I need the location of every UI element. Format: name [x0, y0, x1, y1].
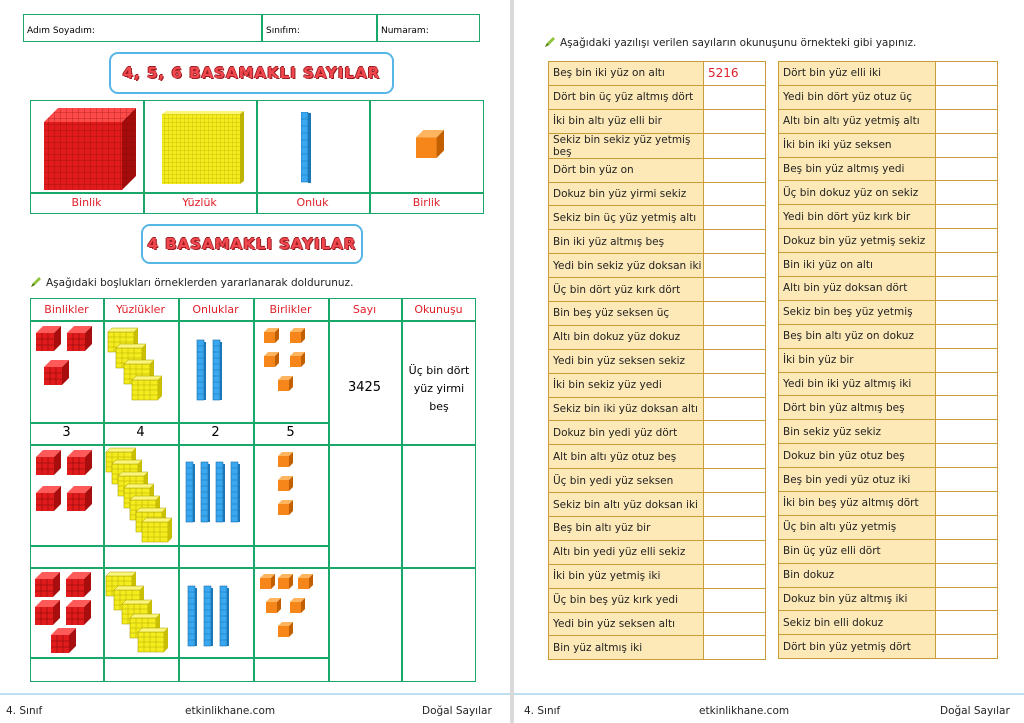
- number-row: [779, 85, 998, 109]
- number-words: Dört bin yüz yetmiş dört: [779, 635, 936, 659]
- number-row: [549, 493, 766, 517]
- number-words: İki bin sekiz yüz yedi: [549, 373, 704, 397]
- answer-box[interactable]: [704, 517, 766, 541]
- number-row: [549, 182, 766, 206]
- number-row: [779, 348, 998, 372]
- answer-box[interactable]: [936, 324, 998, 348]
- number-words: Beş bin iki yüz on altı: [549, 62, 704, 86]
- answer-box[interactable]: [936, 205, 998, 229]
- number-row: [779, 229, 998, 253]
- number-words: Beş bin yüz altmış yedi: [779, 157, 936, 181]
- number-words: Dört bin yüz elli iki: [779, 62, 936, 86]
- answer-box[interactable]: [936, 635, 998, 659]
- number-words: Altı bin yüz doksan dört: [779, 277, 936, 301]
- answer-box[interactable]: 5216: [704, 62, 766, 86]
- class-field[interactable]: Sınıfım:: [266, 26, 300, 36]
- answer-box[interactable]: [704, 445, 766, 469]
- number-words: Bin iki yüz altmış beş: [549, 230, 704, 254]
- number-words: Sekiz bin iki yüz doksan altı: [549, 397, 704, 421]
- answer-box[interactable]: [704, 133, 766, 158]
- answer-box[interactable]: [936, 85, 998, 109]
- number-row: [779, 420, 998, 444]
- right-page: [514, 0, 1024, 723]
- number-words: Yedi bin dört yüz kırk bir: [779, 205, 936, 229]
- number-row: [779, 300, 998, 324]
- answer-box[interactable]: [936, 372, 998, 396]
- number-row: [549, 397, 766, 421]
- number-words: Altı bin altı yüz yetmiş altı: [779, 109, 936, 133]
- answer-box[interactable]: [936, 253, 998, 277]
- number-row: [549, 349, 766, 373]
- number-row: [549, 325, 766, 349]
- number-row: [779, 492, 998, 516]
- numbers-table-right: [778, 61, 998, 659]
- footer-topic: Doğal Sayılar: [940, 705, 1010, 717]
- number-words: Bin üç yüz elli dört: [779, 539, 936, 563]
- count-tens: 2: [211, 425, 220, 440]
- col-okunusu: Okunuşu: [414, 303, 463, 316]
- numbers-table-left: [548, 61, 766, 660]
- answer-box[interactable]: [704, 182, 766, 206]
- number-words: Yedi bin iki yüz altmış iki: [779, 372, 936, 396]
- number-words: Sekiz bin üç yüz yetmiş altı: [549, 206, 704, 230]
- answer-box[interactable]: [704, 254, 766, 278]
- number-row: [549, 469, 766, 493]
- row3-hundreds-blocks: [104, 570, 176, 656]
- col-binlikler: Binlikler: [44, 303, 89, 316]
- left-page: [0, 0, 510, 723]
- number-words: Altı bin yedi yüz elli sekiz: [549, 540, 704, 564]
- number-words: Yedi bin yüz seksen sekiz: [549, 349, 704, 373]
- answer-box[interactable]: [936, 229, 998, 253]
- answer-box[interactable]: [936, 611, 998, 635]
- answer-box[interactable]: [704, 588, 766, 612]
- answer-box[interactable]: [936, 109, 998, 133]
- number-row: [549, 588, 766, 612]
- answer-box[interactable]: [704, 85, 766, 109]
- number-words: İki bin beş yüz altmış dört: [779, 492, 936, 516]
- answer-box[interactable]: [936, 468, 998, 492]
- left-instruction-text: Aşağıdaki boşlukları örneklerden yararlanarak doldurunuz.: [46, 277, 354, 289]
- answer-box[interactable]: [936, 539, 998, 563]
- pencil-icon: [30, 276, 42, 288]
- left-footer: [0, 693, 510, 723]
- answer-box[interactable]: [936, 492, 998, 516]
- number-row: [779, 611, 998, 635]
- number-words: Dört bin yüz altmış beş: [779, 396, 936, 420]
- number-row: [779, 277, 998, 301]
- number-words: Dokuz bin yüz yirmi sekiz: [549, 182, 704, 206]
- number-words: Dört bin yüz on: [549, 158, 704, 182]
- number-row: [549, 302, 766, 326]
- answer-box[interactable]: [704, 612, 766, 636]
- number-words: Alt bin altı yüz otuz beş: [549, 445, 704, 469]
- answer-box[interactable]: [704, 349, 766, 373]
- number-row: [779, 539, 998, 563]
- answer-box[interactable]: [936, 515, 998, 539]
- number-row: [779, 157, 998, 181]
- col-yuzlukler: Yüzlükler: [116, 303, 165, 316]
- number-words: Dokuz bin yüz otuz beş: [779, 444, 936, 468]
- answer-box[interactable]: [936, 587, 998, 611]
- number-words: Bin dokuz: [779, 563, 936, 587]
- number-row: [779, 62, 998, 86]
- answer-box[interactable]: [936, 133, 998, 157]
- number-row: [549, 612, 766, 636]
- number-words: Bin iki yüz on altı: [779, 253, 936, 277]
- number-row: [549, 109, 766, 133]
- number-words: Üç bin dört yüz kırk dört: [549, 278, 704, 302]
- answer-box[interactable]: [936, 563, 998, 587]
- number-field[interactable]: Numaram:: [381, 26, 429, 36]
- number-row: [549, 278, 766, 302]
- row1-ones-blocks: [262, 326, 322, 396]
- number-words: İki bin yüz bir: [779, 348, 936, 372]
- count-ones: 5: [286, 425, 295, 440]
- number-words: Sekiz bin elli dokuz: [779, 611, 936, 635]
- answer-box[interactable]: [936, 62, 998, 86]
- number-row: [779, 396, 998, 420]
- number-row: [779, 372, 998, 396]
- answer-box[interactable]: [704, 469, 766, 493]
- number-row: [549, 517, 766, 541]
- footer-grade: 4. Sınıf: [524, 705, 561, 717]
- count-hundreds: 4: [136, 425, 145, 440]
- number-row: [549, 636, 766, 660]
- name-field[interactable]: Adım Soyadım:: [27, 26, 95, 36]
- answer-box[interactable]: [704, 493, 766, 517]
- number-words: İki bin altı yüz elli bir: [549, 109, 704, 133]
- answer-box[interactable]: [704, 278, 766, 302]
- answer-box[interactable]: [936, 420, 998, 444]
- number-words: Dokuz bin yedi yüz dört: [549, 421, 704, 445]
- label-binlik: Binlik: [71, 196, 102, 209]
- right-instruction: [544, 36, 916, 49]
- answer-box[interactable]: [704, 158, 766, 182]
- number-words: Beş bin altı yüz on dokuz: [779, 324, 936, 348]
- number-row: [779, 468, 998, 492]
- row2-thousands-blocks: [34, 448, 100, 522]
- number-words: Bin sekiz yüz sekiz: [779, 420, 936, 444]
- number-words: Altı bin dokuz yüz dokuz: [549, 325, 704, 349]
- number-words: Dokuz bin yüz yetmiş sekiz: [779, 229, 936, 253]
- number-row: [779, 635, 998, 659]
- number-row: [549, 85, 766, 109]
- number-words: İki bin yüz yetmiş iki: [549, 564, 704, 588]
- footer-grade: 4. Sınıf: [6, 705, 43, 717]
- number-row: [549, 254, 766, 278]
- left-instruction: [30, 276, 353, 289]
- answer-box[interactable]: [936, 444, 998, 468]
- number-row: [779, 109, 998, 133]
- number-words: Sekiz bin beş yüz yetmiş: [779, 300, 936, 324]
- number-words: Üç bin altı yüz yetmiş: [779, 515, 936, 539]
- number-row: [549, 230, 766, 254]
- footer-site: etkinlikhane.com: [699, 705, 790, 717]
- number-row: [549, 206, 766, 230]
- footer-site: etkinlikhane.com: [185, 705, 276, 717]
- answer-box[interactable]: [704, 636, 766, 660]
- col-sayi: Sayı: [352, 303, 377, 316]
- number-row: [779, 324, 998, 348]
- row3-ones-blocks: [258, 572, 326, 644]
- hundred-flat-icon: [160, 110, 246, 186]
- answer-box[interactable]: [936, 300, 998, 324]
- answer-box[interactable]: [704, 397, 766, 421]
- label-birlik: Birlik: [412, 196, 441, 209]
- number-words: İki bin iki yüz seksen: [779, 133, 936, 157]
- number-words: Yedi bin sekiz yüz doksan iki: [549, 254, 704, 278]
- answer-box[interactable]: [704, 373, 766, 397]
- answer-box[interactable]: [704, 109, 766, 133]
- right-footer: [514, 693, 1024, 723]
- example-reading: Üç bin dört yüz yirmi beş: [408, 364, 470, 413]
- pencil-icon: [544, 36, 556, 48]
- row1-thousands-blocks: [34, 324, 100, 420]
- number-row: [549, 62, 766, 86]
- col-onluklar: Onluklar: [192, 303, 239, 316]
- number-words: Dokuz bin yüz altmış iki: [779, 587, 936, 611]
- count-thousands: 3: [62, 425, 71, 440]
- row3-tens-blocks: [186, 576, 246, 656]
- one-unit-icon: [414, 130, 446, 158]
- label-onluk: Onluk: [296, 196, 329, 209]
- footer-topic: Doğal Sayılar: [422, 705, 492, 717]
- number-row: [779, 587, 998, 611]
- number-words: Sekiz bin altı yüz doksan iki: [549, 493, 704, 517]
- number-row: [549, 445, 766, 469]
- number-words: Yedi bin dört yüz otuz üç: [779, 85, 936, 109]
- number-row: [779, 253, 998, 277]
- row2-ones-blocks: [276, 450, 298, 520]
- answer-box[interactable]: [704, 325, 766, 349]
- number-words: Üç bin dokuz yüz on sekiz: [779, 181, 936, 205]
- ten-rod-icon: [301, 112, 313, 184]
- thousand-cube-icon: [42, 106, 138, 192]
- number-words: Üç bin beş yüz kırk yedi: [549, 588, 704, 612]
- number-words: Bin beş yüz seksen üç: [549, 302, 704, 326]
- number-row: [549, 540, 766, 564]
- number-words: Yedi bin yüz seksen altı: [549, 612, 704, 636]
- title-four-digit: 4 BASAMAKLI SAYILAR: [141, 224, 363, 264]
- number-words: Dört bin üç yüz altmış dört: [549, 85, 704, 109]
- answer-box[interactable]: [936, 277, 998, 301]
- number-row: [549, 421, 766, 445]
- answer-box[interactable]: [704, 230, 766, 254]
- title-digits: 4, 5, 6 BASAMAKLI SAYILAR: [109, 52, 394, 94]
- number-row: [549, 373, 766, 397]
- number-words: Üç bin yedi yüz seksen: [549, 469, 704, 493]
- answer-box[interactable]: [704, 302, 766, 326]
- answer-box[interactable]: [704, 206, 766, 230]
- number-row: [549, 564, 766, 588]
- row1-hundreds-blocks: [106, 326, 176, 420]
- number-row: [779, 205, 998, 229]
- label-yuzluk: Yüzlük: [182, 196, 217, 209]
- number-row: [779, 563, 998, 587]
- number-words: Beş bin altı yüz bir: [549, 517, 704, 541]
- answer-box[interactable]: [936, 396, 998, 420]
- answer-box[interactable]: [704, 564, 766, 588]
- number-words: Bin yüz altmış iki: [549, 636, 704, 660]
- example-number: 3425: [347, 380, 382, 395]
- right-instruction-text: Aşağıdaki yazılışı verilen sayıların okunuşunu örnekteki gibi yapınız.: [560, 37, 917, 49]
- col-birlikler: Birlikler: [269, 303, 312, 316]
- row3-thousands-blocks: [33, 570, 103, 656]
- number-row: [779, 444, 998, 468]
- row2-tens-blocks: [184, 452, 250, 532]
- answer-box[interactable]: [936, 157, 998, 181]
- number-words: Sekiz bin sekiz yüz yetmiş beş: [549, 133, 704, 158]
- answer-box[interactable]: [936, 348, 998, 372]
- number-row: [549, 133, 766, 158]
- number-words: Beş bin yedi yüz otuz iki: [779, 468, 936, 492]
- number-row: [779, 515, 998, 539]
- number-row: [779, 133, 998, 157]
- answer-box[interactable]: [704, 540, 766, 564]
- answer-box[interactable]: [936, 181, 998, 205]
- number-row: [549, 158, 766, 182]
- row2-hundreds-blocks: [104, 446, 178, 544]
- answer-box[interactable]: [704, 421, 766, 445]
- number-row: [779, 181, 998, 205]
- row1-tens-blocks: [195, 330, 235, 410]
